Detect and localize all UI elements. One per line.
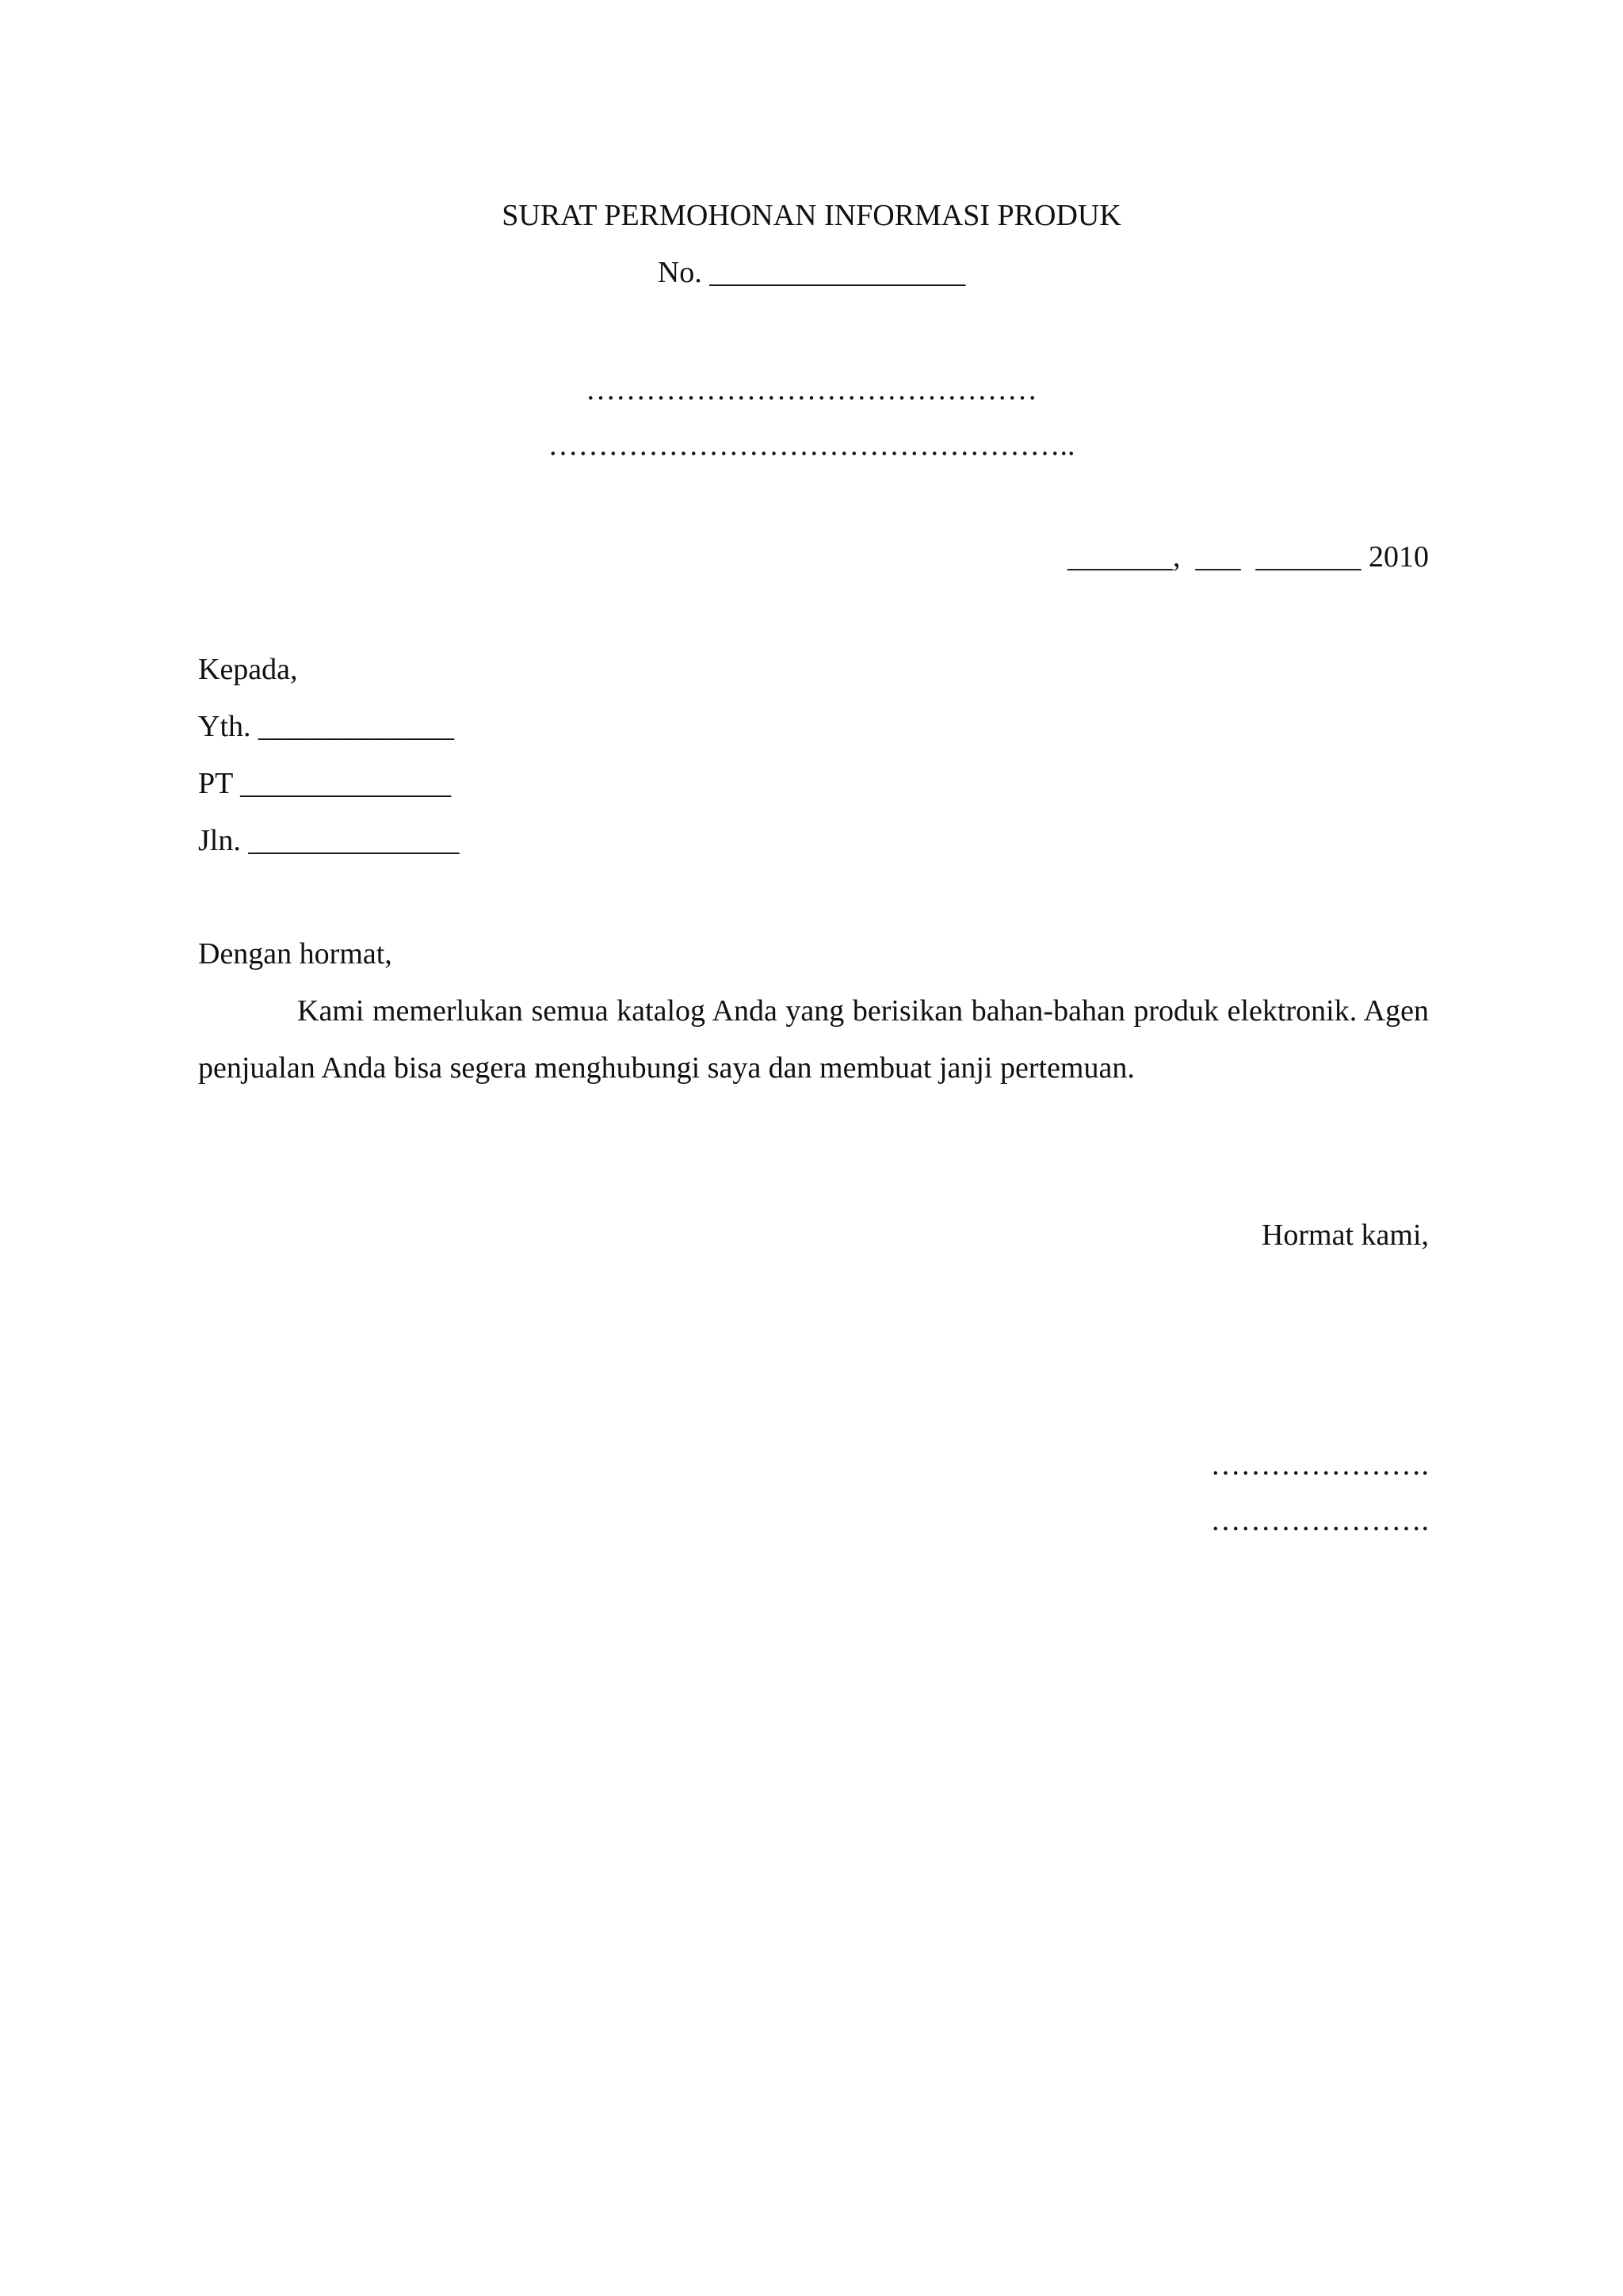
recipient-company: PT ______________ <box>198 767 452 800</box>
salutation: Dengan hormat, <box>198 937 392 971</box>
sender-line-1: ……………………………………… <box>586 373 1037 406</box>
recipient-yth: Yth. _____________ <box>198 710 454 743</box>
recipient-greeting: Kepada, <box>198 653 298 686</box>
recipient-address: Jln. ______________ <box>198 824 460 857</box>
letter-title: SURAT PERMOHONAN INFORMASI PRODUK <box>502 199 1121 232</box>
sender-line-2: …………………………………………….. <box>548 429 1075 462</box>
closing-regards: Hormat kami, <box>1261 1219 1429 1252</box>
signature-line-1: …………………. <box>1210 1448 1429 1482</box>
letter-number: No. _________________ <box>657 256 966 289</box>
body-paragraph: Kami memerlukan semua katalog Anda yang berisikan bahan-bahan produk elektronik. Agen penjualan Anda bisa segera menghubungi saya dan membuat janji pertemuan. <box>198 994 1429 1085</box>
signature-line-2: …………………. <box>1210 1504 1429 1537</box>
date-line: _______, ___ _______ 2010 <box>1067 540 1429 574</box>
